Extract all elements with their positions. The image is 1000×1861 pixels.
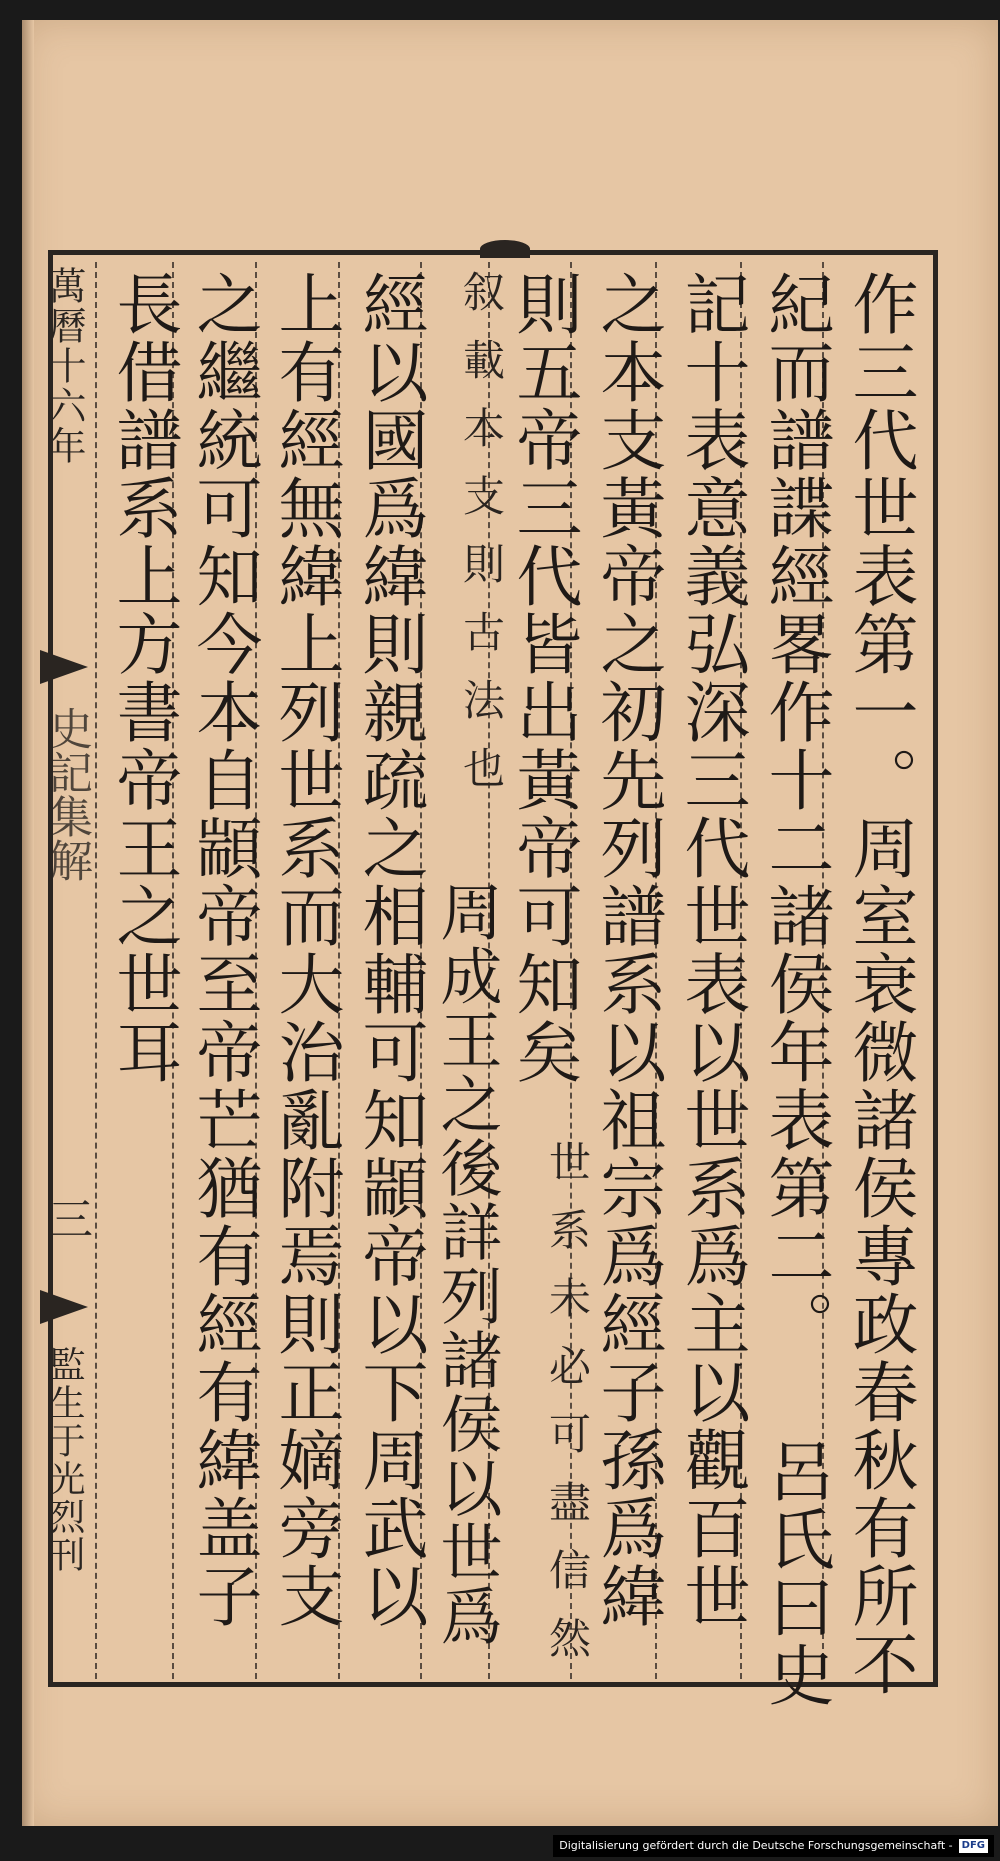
margin-page-number: 三 (41, 1196, 92, 1240)
text-column-2: 紀而譜諜經畧作十二諸侯年表第二。 呂氏曰史 (757, 270, 834, 1709)
digitization-footer (553, 1835, 994, 1857)
column-divider (95, 262, 97, 1679)
text-column-6: 周成王之後詳列諸侯以世爲 (430, 880, 503, 1648)
dfg-logo: DFG (959, 1839, 988, 1853)
text-column-9: 之繼統可知今本自顓帝至帝芒猶有經有緯盖子 (185, 270, 262, 1630)
margin-title: 史記集解 (41, 706, 92, 882)
text-column-7: 經以國爲緯則親疏之相輔可知顓帝以下周武以 (351, 270, 428, 1630)
footer-text: Digitalisierung gefördert durch die Deutsche Forschungsgemeinschaft - (559, 1839, 953, 1852)
text-column-4: 之本支黃帝之初先列譜系以祖宗爲經子孫爲緯 (589, 270, 666, 1630)
margin-date: 萬曆十六年 (42, 266, 86, 466)
text-column-3: 記十表意義弘深三代世表以世系爲主以觀百世 (673, 270, 750, 1630)
text-column-6-annotation: 叙載本支則古法也 (457, 270, 506, 814)
text-column-1: 作三代世表第一。周室衰微諸侯專政春秋有所不 (841, 270, 918, 1698)
text-column-5: 則五帝三代皆出黃帝可知矣 (505, 270, 582, 1086)
margin-column (36, 266, 92, 1676)
text-column-10: 長借譜系上方書帝王之世耳 (105, 270, 182, 1086)
text-column-8: 上有經無緯上列世系而大治亂附焉則正嫡旁支 (267, 270, 344, 1630)
margin-printer: 監生于光烈刊 (44, 1346, 85, 1574)
text-column-5-annotation: 世系未必可盡信然 (543, 1140, 592, 1684)
